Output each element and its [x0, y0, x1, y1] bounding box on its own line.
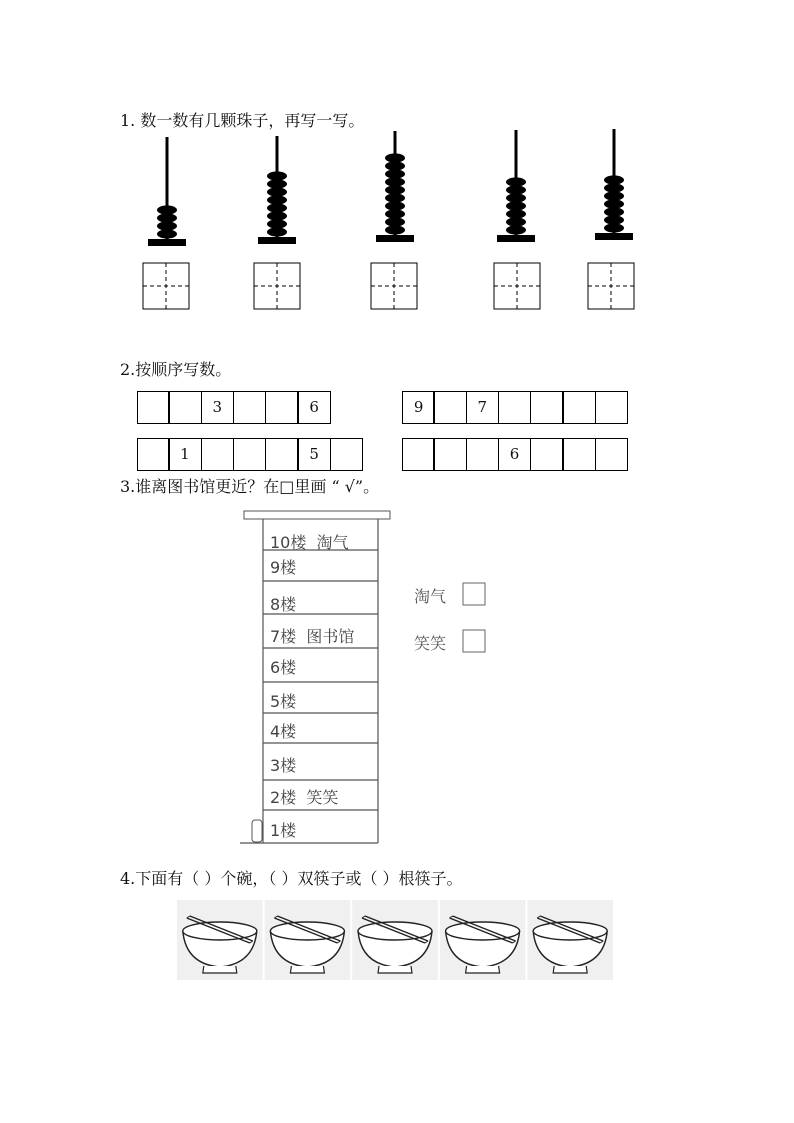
bowl-with-chopsticks-icon	[440, 900, 526, 980]
sequence-4-cell[interactable]	[466, 438, 499, 471]
sequence-1-cell[interactable]: 6	[298, 391, 331, 424]
sequence-4-cell[interactable]	[433, 438, 466, 471]
sequence-1-cell[interactable]	[265, 391, 298, 424]
sequence-3-cell[interactable]: 1	[168, 438, 201, 471]
sequence-2-cell[interactable]	[530, 391, 563, 424]
floor-label: 7楼 图书馆	[270, 627, 355, 646]
question-1: 1. 数一数有几颗珠子，再写一写。	[120, 111, 365, 130]
question-3: 3.谁离图书馆更近？在□里画 “ √”。	[120, 477, 380, 496]
sequence-3-cell[interactable]	[233, 438, 266, 471]
sequence-4-cell[interactable]	[530, 438, 563, 471]
sequence-3-cell[interactable]	[201, 438, 234, 471]
sequence-2-cell[interactable]	[498, 391, 531, 424]
floor-label: 3楼	[270, 756, 297, 775]
option-label-taoqi: 淘气	[414, 587, 447, 606]
checkbox-xiaoxiao	[463, 630, 485, 652]
sequence-4-cell[interactable]	[595, 438, 628, 471]
sequence-4-cell[interactable]	[402, 438, 435, 471]
floor-label: 2楼 笑笑	[270, 788, 339, 807]
door-icon	[252, 820, 262, 842]
sequence-3-cell[interactable]	[137, 438, 170, 471]
sequence-2-cell[interactable]: 7	[466, 391, 499, 424]
sequence-1-cell[interactable]	[168, 391, 201, 424]
sequence-2-cell[interactable]	[595, 391, 628, 424]
floor-label: 8楼	[270, 595, 297, 614]
question-4: 4.下面有（ ）个碗，（ ）双筷子或（ ）根筷子。	[120, 869, 463, 888]
sequence-3-cell[interactable]	[330, 438, 363, 471]
floor-label: 1楼	[270, 821, 297, 840]
floor-label: 4楼	[270, 722, 297, 741]
floor-label: 6楼	[270, 658, 297, 677]
sequence-3-cell[interactable]	[265, 438, 298, 471]
bowl-with-chopsticks-icon	[352, 900, 438, 980]
bowls-figure	[0, 0, 794, 100]
sequence-2-cell[interactable]	[433, 391, 466, 424]
floor-label: 9楼	[270, 558, 297, 577]
sequence-1-cell[interactable]: 3	[201, 391, 234, 424]
bowl-with-chopsticks-icon	[265, 900, 351, 980]
sequence-1-cell[interactable]	[233, 391, 266, 424]
floor-label: 10楼 淘气	[270, 533, 349, 552]
sequence-2-cell[interactable]	[563, 391, 596, 424]
sequence-1-cell[interactable]	[137, 391, 170, 424]
question-2: 2.按顺序写数。	[120, 360, 232, 379]
floor-label: 5楼	[270, 692, 297, 711]
checkbox-taoqi	[463, 583, 485, 605]
sequence-4-cell[interactable]: 6	[498, 438, 531, 471]
bowl-with-chopsticks-icon	[527, 900, 613, 980]
option-label-xiaoxiao: 笑笑	[414, 634, 447, 653]
bowl-with-chopsticks-icon	[177, 900, 263, 980]
sequence-4-cell[interactable]	[563, 438, 596, 471]
sequence-2-cell[interactable]: 9	[402, 391, 435, 424]
sequence-3-cell[interactable]: 5	[298, 438, 331, 471]
